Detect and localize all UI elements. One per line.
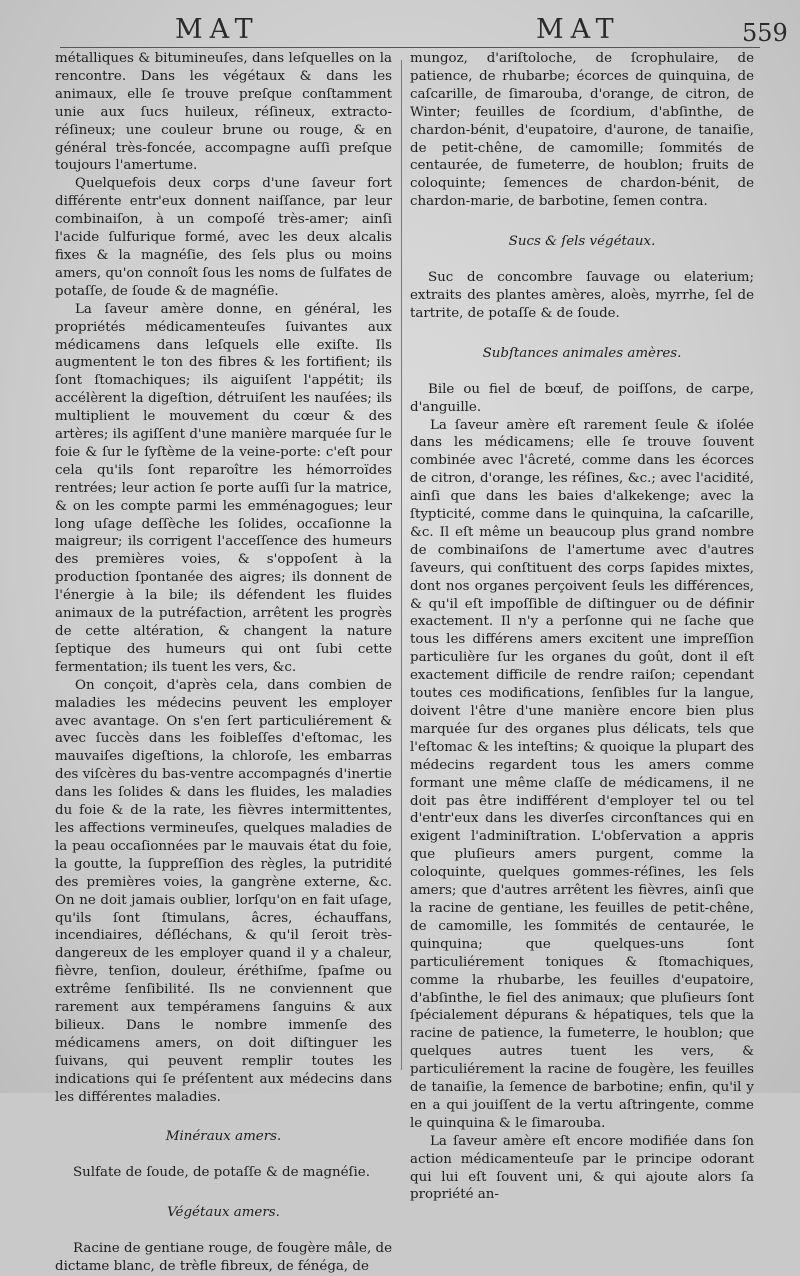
right-column — [410, 50, 754, 1203]
paragraph: La ſaveur amère donne, en général, les propriétés médicamenteuſes ſuivantes aux médicamens dans leſquels elle exiſte. Ils augmentent le ton des fibres & les fortifient; ils ſont ſtomachiques; ils aiguiſent l'appétit; ils accélèrent la digeſtion, détruiſent les nauſées; ils multiplient le mouvement du cœur & des artères; ils agiſſent d'une manière marquée ſur le foie & ſur le ſyſtème de la veine-porte: c'eſt pour cela qu'ils ſont reparoître les hémorroïdes rentrées; leur action ſe porte auſſi ſur la matrice, & on les compte parmi les emménagogues; leur long uſage deſſèche les ſolides, occaſionne la maigreur; ils corrigent l'acceſſence des humeurs des premières voies, & s'oppoſent à la production ſpontanée des aigres; ils donnent de l'énergie à la bile; ils défendent les fluides animaux de la putréfaction, arrêtent les progrès de cette altération, & changent la nature ſeptique des humeurs qui ont ſubi cette fermentation; ils tuent les vers, &c. — [55, 301, 392, 675]
section-heading: Subſtances animales amères. — [482, 345, 682, 361]
column-divider — [401, 60, 402, 1070]
paragraph: mungoz, d'ariſtoloche, de ſcrophulaire, de patience, de rhubarbe; écorces de quinquina, de caſcarille, de ſimarouba, d'orange, de citron, de Winter; feuilles de ſcordium, d'abſinthe, de chardon-bénit, d'eupatoire, d'aurone, de tanaiſie, de petit-chêne, de camomille; ſommités de centaurée, de fumeterre, de houblon; fruits de coloquinte; ſemences de chardon-bénit, de chardon-marie, de barbotine, ſemen contra. — [410, 51, 754, 210]
running-header — [0, 10, 800, 50]
left-column — [55, 50, 392, 1275]
paragraph: La ſaveur amère eſt rarement ſeule & iſolée dans les médicamens; elle ſe trouve ſouvent combinée avec l'âcreté, comme dans les écorces de citron, d'orange, les réſines, &c.; avec l'acidité, ainſi que dans les baies d'alkekenge; avec la ſtypticité, comme dans le quinquina, la caſcarille, &c. Il eſt même un beaucoup plus grand nombre de combinaiſons de l'amertume avec d'autres ſaveurs, qui conſtituent des corps ſapides mixtes, dont nos organes perçoivent ſeuls les différences, & qu'il eſt impoſſible de diſtinguer ou de définir exactement. Il n'y a perſonne qui ne ſache que tous les différens amers excitent une impreſſion particulière ſur les organes du goût, dont il eſt exactement difficile de rendre raiſon; cependant toutes ces modifications, ſenſibles ſur la langue, doivent l'être d'une manière encore bien plus marquée ſur des organes plus délicats, tels que l'eſtomac & les inteſtins; & quoique la plupart des médecins regardent tous les amers comme formant une même claſſe de médicamens, il ne doit pas être indifférent d'employer tel ou tel d'entr'eux dans les diverſes circonſtances qui en exigent l'adminiſtration. L'obſervation a appris que pluſieurs amers purgent, comme la coloquinte, quelques gommes-réſines, les ſels amers; que d'autres arrêtent les fièvres, ainſi que la racine de gentiane, les feuilles de petit-chêne, de camomille, les ſommités de centaurée, le quinquina; que quelques-uns ſont particuliérement toniques & ſtomachiques, comme la rhubarbe, les feuilles d'eupatoire, d'abſinthe, le fiel des animaux; que pluſieurs ſont ſpécialement dépurans & hépatiques, tels que la racine de patience, la fumeterre, le houblon; que quelques autres tuent les vers, & particuliérement la racine de fougère, les feuilles de tanaiſie, la ſemence de barbotine; enfin, qu'il y en a qui jouiſſent de la vertu aſtringente, comme le quinquina & le ſimarouba. — [410, 417, 754, 1131]
section-heading: Sucs & ſels végétaux. — [508, 234, 656, 250]
paragraph: On conçoit, d'après cela, dans combien de maladies les médecins peuvent les employer avec avantage. On s'en ſert particuliérement & avec ſuccès dans les foibleſſes d'eſtomac, les mauvaiſes digeſtions, la chloroſe, les embarras des viſcères du bas-ventre accompagnés d'inertie dans les ſolides & dans les fluides, les maladies du foie & de la rate, les fièvres intermittentes, les affections vermineuſes, quelques maladies de la peau occaſionnées par le mauvais état du foie, la goutte, la ſuppreſſion des règles, la putridité des premières voies, la gangrène externe, &c. On ne doit jamais oublier, lorſqu'on en fait uſage, qu'ils ſont ſtimulans, âcres, échauffans, incendiaires, déſléchans, & qu'il ſeroit très-dangereux de les employer quand il y a chaleur, fièvre, tenſion, douleur, éréthiſme, ſpaſme ou extrême ſenſibilité. Ils ne conviennent que rarement aux tempéramens ſanguins & aux bilieux. Dans le nombre immenſe des médicamens amers, on doit diſtinguer les ſuivans, qui peuvent remplir toutes les indications qui ſe préſentent aux médecins dans les différentes maladies. — [55, 677, 392, 1105]
list-item: Suc de concombre ſauvage ou elaterium; extraits des plantes amères, aloès, myrrhe, ſel de tartrite, de potaſſe & de ſoude. — [410, 270, 754, 321]
header-left-title: MAT — [175, 14, 260, 45]
paragraph: métalliques & bitumineuſes, dans leſquelles on la rencontre. Dans les végétaux & dans les animaux, elle ſe trouve preſque conſtamment unie aux ſucs huileux, réſineux, extracto-réſineux; une couleur brune ou rouge, & en général très-foncée, accompagne auſſi preſque toujours l'amertume. — [55, 51, 392, 174]
paragraph: La ſaveur amère eſt encore modifiée dans ſon action médicamenteuſe par le principe odorant qui lui eſt ſouvent uni, & qui ajoute alors ſa propriété an- — [410, 1133, 754, 1203]
header-right-title: MAT — [536, 14, 621, 45]
section-heading: Minéraux amers. — [165, 1129, 282, 1145]
page-number: 559 — [742, 19, 788, 47]
header-rule — [60, 47, 760, 48]
section-heading: Végétaux amers. — [167, 1205, 280, 1221]
list-item: Sulfate de ſoude, de potaſſe & de magnéſie. — [73, 1165, 370, 1181]
paragraph: Quelquefois deux corps d'une ſaveur fort différente entr'eux donnent naiſſance, par leur combinaiſon, à un compoſé très-amer; ainſi l'acide ſulfurique formé, avec les deux alcalis fixes & la magnéſie, des ſels plus ou moins amers, qu'on connoît ſous les noms de ſulfates de potaſſe, de ſoude & de magnéſie. — [55, 176, 392, 299]
list-item: Racine de gentiane rouge, de fougère mâle, de dictame blanc, de trèfle fibreux, de fénéga, de — [55, 1241, 392, 1275]
list-item: Bile ou fiel de bœuf, de poiſſons, de carpe, d'anguille. — [410, 381, 754, 415]
